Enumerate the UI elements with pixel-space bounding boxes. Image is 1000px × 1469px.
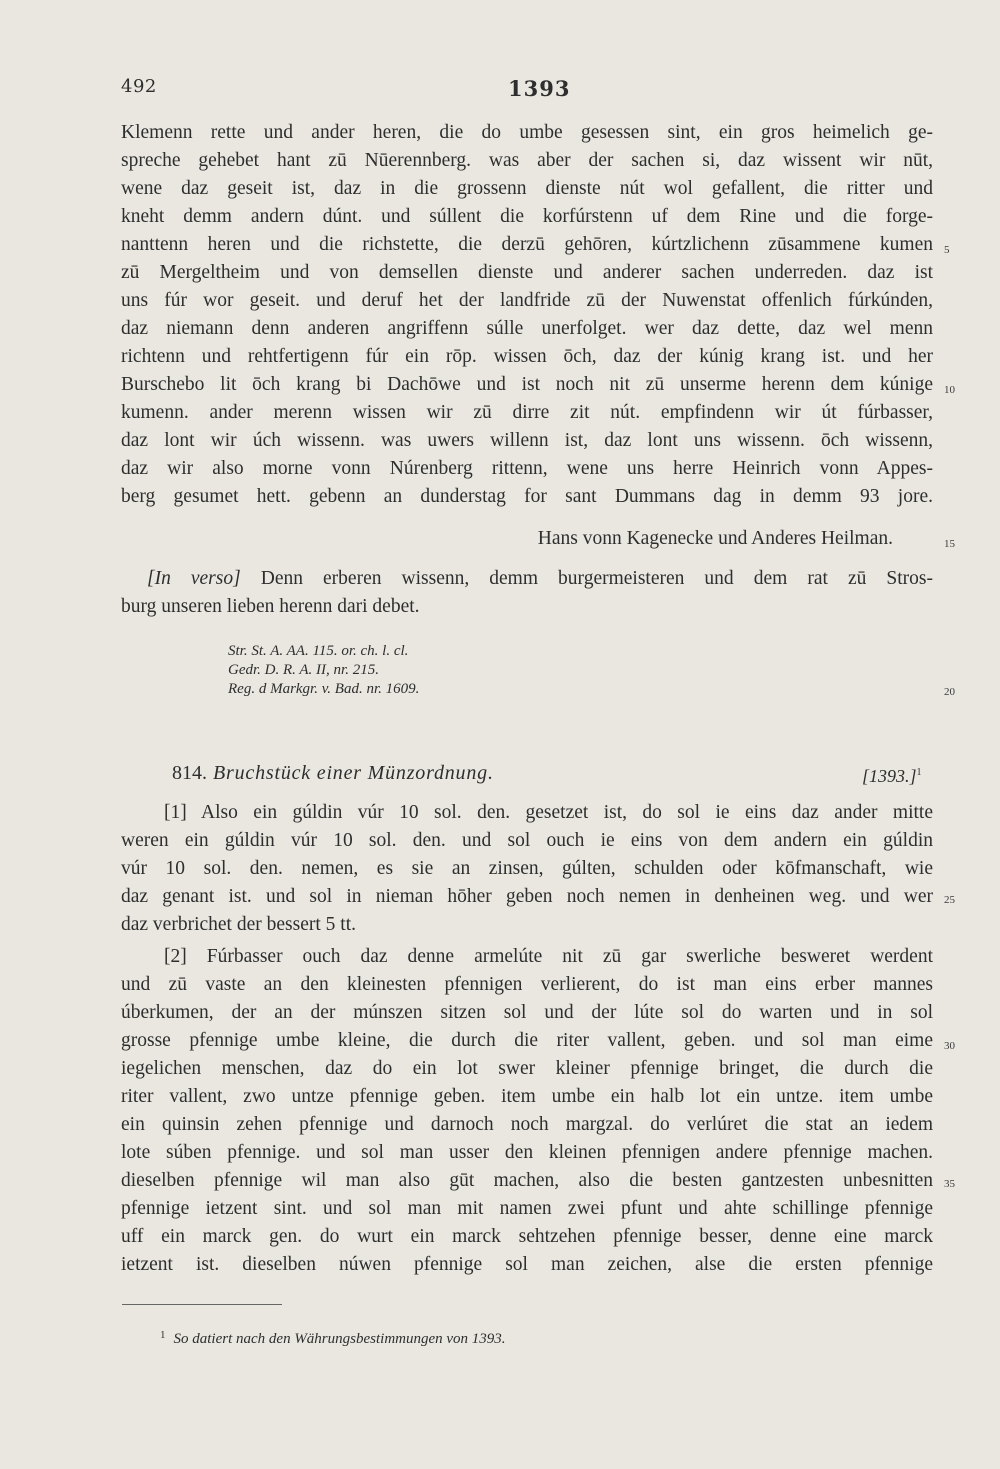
- footnote-number: 1: [160, 1329, 166, 1341]
- line-number: 25: [944, 894, 955, 906]
- text-line: Klemenn rette und ander heren, die do umbe gesessen sint, ein gros heimelich ge-: [121, 122, 933, 143]
- source-reference: Reg. d Markgr. v. Bad. nr. 1609.: [228, 681, 420, 697]
- text-line: wene daz geseit ist, daz in die grossenn dienste nút wol gefallent, die ritter und: [121, 178, 933, 199]
- text-line: uff ein marck gen. do wurt ein marck sehtzehen pfennige besser, denne eine marck: [121, 1226, 933, 1247]
- text-line: berg gesumet hett. gebenn an dunderstag for sant Dummans dag in demm 93 jore.: [121, 486, 933, 507]
- footnote: [160, 1331, 506, 1348]
- text-line: pfennige ietzent sint. und sol man mit namen zwei pfunt und ahte schillinge pfennige: [121, 1198, 933, 1219]
- line-number: 35: [944, 1178, 955, 1190]
- text-line: lote súben pfennige. und sol man usser den kleinen pfennigen andere pfennige machen.: [121, 1142, 933, 1163]
- text-line: richtenn und rehtfertigenn fúr ein rōp. wissen ōch, daz der kúnig krang ist. und her: [121, 346, 933, 367]
- text-line: Burschebo lit ōch krang bi Dachōwe und ist noch nit zū unserme herenn dem kúnige: [121, 374, 933, 395]
- text-line: spreche gehebet hant zū Nūerennberg. was aber der sachen si, daz wissent wir nūt,: [121, 150, 933, 171]
- line-number: 30: [944, 1040, 955, 1052]
- text-line: kneht demm andern dúnt. und súllent die korfúrstenn uf dem Rine und die forge-: [121, 206, 933, 227]
- text-line: nanttenn heren und die richstette, die derzū gehōren, kúrtzlichenn zūsammene kumen: [121, 234, 933, 255]
- text-line: riter vallent, zwo untze pfennige geben. item umbe ein halb lot ein untze. item umbe: [121, 1086, 933, 1107]
- text-line: iegelichen menschen, daz do ein lot swer kleiner pfennige bringet, die durch die: [121, 1058, 933, 1079]
- text-line: daz niemann denn anderen angriffenn súlle unerfolget. wer daz dette, daz wel menn: [121, 318, 933, 339]
- section-date: [862, 766, 922, 787]
- text-line: [1] Also ein gúldin vúr 10 sol. den. gesetzet ist, do sol ie eins daz ander mitte: [164, 802, 933, 823]
- section-number: 814.: [172, 762, 207, 784]
- source-reference: Gedr. D. R. A. II, nr. 215.: [228, 662, 379, 678]
- text-line: úberkumen, der an der múnszen sitzen sol und der lúte sol do warten und in sol: [121, 1002, 933, 1023]
- source-reference: Str. St. A. AA. 115. or. ch. l. cl.: [228, 643, 409, 659]
- text-line: vúr 10 sol. den. nemen, es sie an zinsen, gúlten, schulden oder kōfmanschaft, wie: [121, 858, 933, 879]
- text-line: grosse pfennige umbe kleine, die durch die riter vallent, geben. und sol man eime: [121, 1030, 933, 1051]
- line-number: 10: [944, 384, 955, 396]
- text-line: zū Mergeltheim und von demsellen dienste und anderer sachen underreden. daz ist: [121, 262, 933, 283]
- verso-line-2: burg unseren lieben herenn dari debet.: [121, 596, 420, 617]
- text-line: daz wir also morne vonn Núrenberg rittenn, wene uns herre Heinrich vonn Appes-: [121, 458, 933, 479]
- running-head-year: 1393: [508, 76, 571, 101]
- footnote-divider: [122, 1304, 282, 1305]
- text-line: und zū vaste an den kleinesten pfennigen verlierent, do ist man eins erber mannes: [121, 974, 933, 995]
- page-number: 492: [121, 76, 157, 97]
- footnote-text: So datiert nach den Währungsbestimmungen von 1393.: [173, 1331, 506, 1347]
- signature-line: Hans vonn Kagenecke und Anderes Heilman.: [537, 528, 893, 549]
- text-line: daz genant ist. und sol in nieman hōher geben noch nemen in denheinen weg. und wer: [121, 886, 933, 907]
- footnote-marker: 1: [916, 767, 922, 778]
- text-line: ietzent ist. dieselben núwen pfennige sol man zeichen, alse die ersten pfennige: [121, 1254, 933, 1275]
- section-date-text: [1393.]: [862, 766, 917, 786]
- text-line: ein quinsin zehen pfennige und darnoch noch margzal. do verlúret die stat an iedem: [121, 1114, 933, 1135]
- text-line: dieselben pfennige wil man also gūt machen, also die besten gantzesten unbesnitten: [121, 1170, 933, 1191]
- text-line: daz lont wir úch wissenn. was uwers willenn ist, daz lont uns wissenn. ōch wissenn,: [121, 430, 933, 451]
- line-number: 15: [944, 538, 955, 550]
- verso-line: [147, 566, 933, 592]
- text-line: [2] Fúrbasser ouch daz denne armelúte nit zū gar swerliche besweret werdent: [164, 946, 933, 967]
- text-line: daz verbrichet der bessert 5 tt.: [121, 914, 356, 935]
- verso-text: Denn erberen wissenn, demm burgermeisteren und dem rat zū Stros-: [260, 568, 933, 589]
- text-line: uns fúr wor geseit. und deruf het der landfride zū der Nuwenstat offenlich fúrkúnden,: [121, 290, 933, 311]
- section-heading: [172, 762, 494, 785]
- line-number: 20: [944, 686, 955, 698]
- text-line: kumenn. ander merenn wissen wir zū dirre zit nút. empfindenn wir út fúrbasser,: [121, 402, 933, 423]
- verso-label: [In verso]: [147, 568, 241, 589]
- text-line: weren ein gúldin vúr 10 sol. den. und sol ouch ie eins von dem andern ein gúldin: [121, 830, 933, 851]
- section-title: Bruchstück einer Münzordnung.: [213, 762, 494, 784]
- line-number: 5: [944, 244, 950, 256]
